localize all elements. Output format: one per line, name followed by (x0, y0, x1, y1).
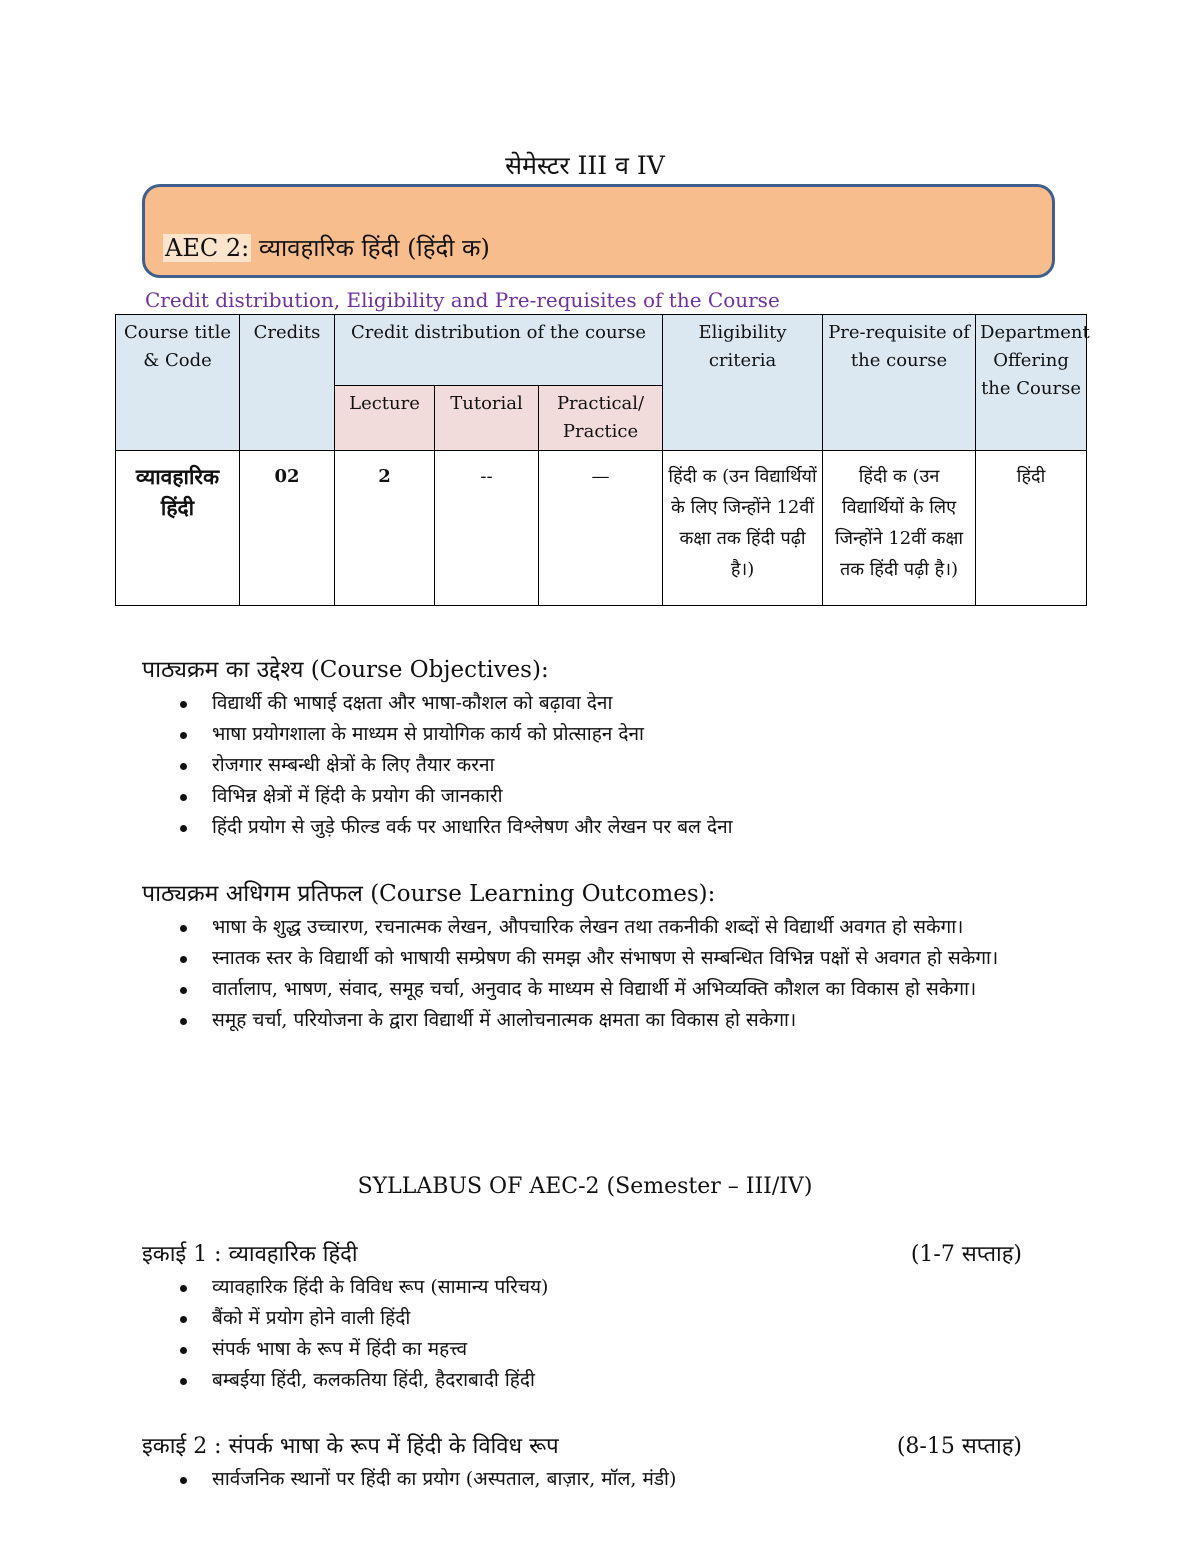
list-item: समूह चर्चा, परियोजना के द्वारा विद्यार्थी में आलोचनात्मक क्षमता का विकास हो सकेगा। (178, 1005, 1032, 1036)
outcomes-heading: पाठ्यक्रम अधिगम प्रतिफल (Course Learning Outcomes): (142, 881, 716, 907)
list-item: व्यावहारिक हिंदी के विविध रूप (सामान्य परिचय) (178, 1272, 548, 1303)
unit-title: इकाई 1 : व्यावहारिक हिंदी (142, 1242, 358, 1267)
header-eligibility: Eligibility criteria (663, 315, 823, 451)
unit-title: इकाई 2 : संपर्क भाषा के रूप में हिंदी के विविध रूप (142, 1434, 559, 1459)
list-item: सार्वजनिक स्थानों पर हिंदी का प्रयोग (अस्पताल, बाज़ार, मॉल, मंडी) (178, 1464, 676, 1495)
cell-prerequisite: हिंदी क (उन विद्यार्थियों के लिए जिन्होंने 12वीं कक्षा तक हिंदी पढ़ी है।) (823, 451, 976, 606)
header-credit-distribution: Credit distribution of the course (335, 315, 663, 386)
header-department: Department Offering the Course (976, 315, 1087, 451)
course-name: व्यावहारिक हिंदी (हिंदी क) (251, 234, 490, 262)
table-header-row (116, 315, 1087, 386)
unit-weeks: (8-15 सप्ताह) (896, 1434, 1022, 1459)
cell-eligibility: हिंदी क (उन विद्यार्थियों के लिए जिन्होंने 12वीं कक्षा तक हिंदी पढ़ी है।) (663, 451, 823, 606)
list-item: बैंको में प्रयोग होने वाली हिंदी (178, 1303, 548, 1334)
cell-practical: — (539, 451, 663, 606)
cell-department: हिंदी (976, 451, 1087, 606)
cell-tutorial: -- (435, 451, 539, 606)
course-title-box (142, 184, 1055, 278)
header-tutorial: Tutorial (435, 386, 539, 451)
outcomes-list (178, 912, 1032, 1036)
unit-2-list (178, 1464, 676, 1495)
unit-1-list (178, 1272, 548, 1396)
objectives-heading: पाठ्यक्रम का उद्देश्य (Course Objectives): (142, 657, 549, 683)
list-item: वार्तालाप, भाषण, संवाद, समूह चर्चा, अनुवाद के माध्यम से विद्यार्थी में अभिव्यक्ति कौशल का विकास हो सकेगा। (178, 974, 1032, 1005)
course-code: AEC 2: (165, 234, 250, 262)
cell-credits: 02 (240, 451, 335, 606)
cell-lecture: 2 (335, 451, 435, 606)
header-prerequisite: Pre-requisite of the course (823, 315, 976, 451)
list-item: हिंदी प्रयोग से जुड़े फील्ड वर्क पर आधारित विश्लेषण और लेखन पर बल देना (178, 812, 733, 843)
credit-caption: Credit distribution, Eligibility and Pre-requisites of the Course (145, 288, 780, 312)
semester-title: सेमेस्टर III व IV (505, 151, 665, 180)
unit-2-heading (142, 1430, 1022, 1460)
list-item: रोजगार सम्बन्धी क्षेत्रों के लिए तैयार करना (178, 750, 733, 781)
header-lecture: Lecture (335, 386, 435, 451)
table-row (116, 451, 1087, 606)
list-item: बम्बईया हिंदी, कलकतिया हिंदी, हैदराबादी हिंदी (178, 1365, 548, 1396)
list-item: भाषा के शुद्ध उच्चारण, रचनात्मक लेखन, औपचारिक लेखन तथा तकनीकी शब्दों से विद्यार्थी अवगत हो सकेगा। (178, 912, 1032, 943)
list-item: विद्यार्थी की भाषाई दक्षता और भाषा-कौशल को बढ़ावा देना (178, 688, 733, 719)
header-credits: Credits (240, 315, 335, 451)
list-item: विभिन्न क्षेत्रों में हिंदी के प्रयोग की जानकारी (178, 781, 733, 812)
course-heading (163, 231, 490, 264)
list-item: स्नातक स्तर के विद्यार्थी को भाषायी सम्प्रेषण की समझ और संभाषण से सम्बन्धित विभिन्न पक्षों से अवगत हो सकेगा। (178, 943, 1032, 974)
header-course-title: Course title & Code (116, 315, 240, 451)
list-item: भाषा प्रयोगशाला के माध्यम से प्रायोगिक कार्य को प्रोत्साहन देना (178, 719, 733, 750)
cell-course-title: व्यावहारिक हिंदी (116, 451, 240, 606)
syllabus-title: SYLLABUS OF AEC-2 (Semester – III/IV) (357, 1174, 813, 1199)
objectives-list (178, 688, 733, 843)
unit-weeks: (1-7 सप्ताह) (910, 1242, 1022, 1267)
header-practical: Practical/ Practice (539, 386, 663, 451)
credit-table (115, 314, 1090, 606)
list-item: संपर्क भाषा के रूप में हिंदी का महत्त्व (178, 1334, 548, 1365)
unit-1-heading (142, 1238, 1022, 1268)
